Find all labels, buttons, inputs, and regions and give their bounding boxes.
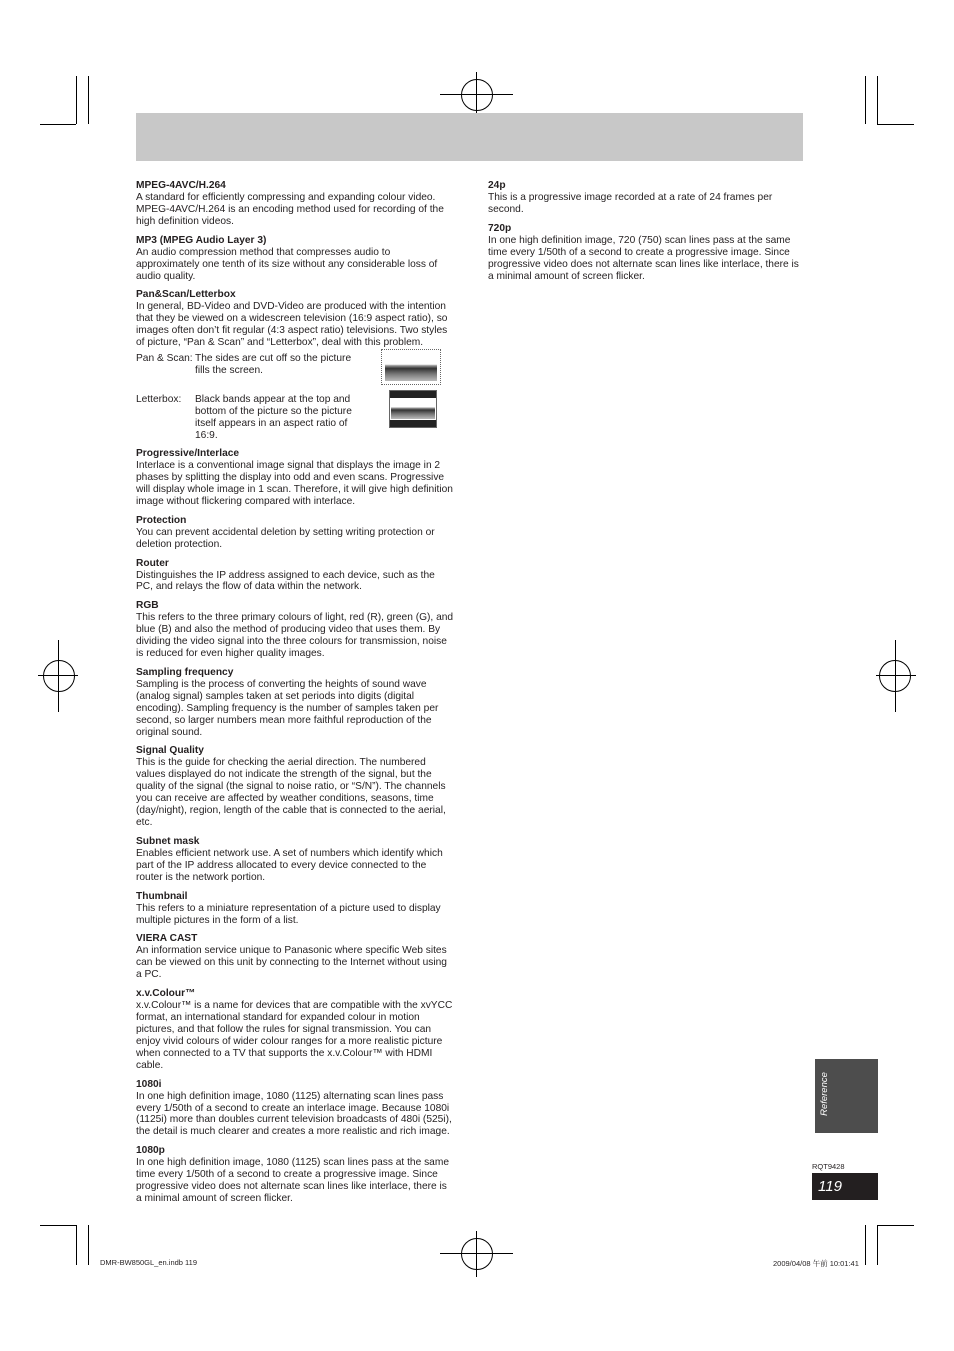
letterbox-label: Letterbox: (136, 394, 182, 406)
crop-mark (58, 640, 59, 712)
crop-mark (476, 1231, 477, 1277)
term-body: Distinguishes the IP address assigned to each device, such as the PC, and relays the flow of data within the network. (136, 569, 435, 593)
term-body: In one high definition image, 1080 (1125) alternating scan lines pass every 1/50th of a second to create an interlace image. Because 1080i (1125i) more than doubles current television broadcasts of 480i (525i), the detail is much clearer and creates a more realistic and rich image. (136, 1090, 452, 1138)
crop-mark (877, 76, 878, 124)
right-column (488, 180, 806, 289)
term-body: An audio compression method that compresses audio to approximately one tenth of its size without any considerable loss of audio quality. (136, 246, 438, 282)
glossary-term (136, 1079, 454, 1139)
term-body: Sampling is the process of converting the heights of sound wave (analog signal) samples taken at set periods into digits (digital encoding). Sampling frequency is the number of samples taken per second, so larger numbers mean more faithful reproduction of the original sound. (136, 678, 439, 738)
glossary-term (136, 891, 454, 927)
term-title: Pan&Scan/Letterbox (136, 289, 236, 301)
term-title: VIERA CAST (136, 933, 198, 945)
glossary-term (136, 745, 454, 828)
crop-mark (76, 76, 77, 124)
panscan-row (136, 353, 454, 394)
crop-mark (877, 124, 914, 125)
term-body: In general, BD-Video and DVD-Video are produced with the intention that they be viewed on a widescreen television (16:9 aspect ratio), so images often don’t fit regular (4:3 aspect ratio) televisions. Two styles of picture, “Pan & Scan” and “Letterbox”, deal with this problem. (136, 301, 448, 349)
term-body: x.v.Colour™ is a name for devices that are compatible with the xvYCC format, an international standard for expanded colour in motion pictures, and that follow the rules for signal transmission. You can enjoy vivid colours of wider colour ranges for a more realistic picture when connected to a TV that supports the x.v.Colour™ with HDMI cable. (136, 1000, 453, 1071)
print-slug-file: DMR-BW850GL_en.indb 119 (100, 1258, 197, 1267)
crop-mark (40, 124, 76, 125)
crop-mark (40, 1225, 76, 1226)
term-title: Subnet mask (136, 835, 200, 847)
glossary-term (136, 600, 454, 660)
panscan-text: The sides are cut off so the picture fills the screen. (195, 353, 352, 376)
term-title: MPEG-4AVC/H.264 (136, 180, 226, 191)
panscan-label: Pan & Scan: (136, 353, 193, 365)
glossary-term (136, 1145, 454, 1205)
term-title: 24p (488, 180, 506, 191)
registration-mark (461, 79, 493, 111)
crop-mark (476, 72, 477, 118)
term-body: You can prevent accidental deletion by setting writing protection or deletion protection. (136, 526, 435, 550)
glossary-term (136, 836, 454, 884)
crop-mark (76, 1225, 77, 1265)
letterbox-illustration (389, 390, 437, 428)
registration-mark (43, 660, 75, 692)
term-title: Protection (136, 514, 187, 526)
registration-mark (461, 1238, 493, 1270)
term-title: 720p (488, 222, 512, 234)
term-title: x.v.Colour™ (136, 988, 196, 1000)
term-title: Sampling frequency (136, 666, 234, 678)
glossary-term (488, 223, 806, 283)
glossary-term (136, 558, 454, 594)
glossary-term (136, 933, 454, 981)
term-title: Router (136, 557, 169, 569)
glossary-term (488, 180, 806, 216)
term-title: 1080p (136, 1145, 165, 1157)
term-body: This is a progressive image recorded at a rate of 24 frames per second. (488, 192, 773, 215)
term-title: Progressive/Interlace (136, 448, 240, 460)
crop-mark (88, 1225, 89, 1265)
section-tab (815, 1059, 878, 1133)
term-body: This is the guide for checking the aerial direction. The numbered values displayed do not indicate the strength of the signal, but the quality of the signal (the signal to noise ratio, or “S/N”). The channels you can receive are affected by weather conditions, seasons, time (day/night), region, length of the cable that is connected to the aerial, etc. (136, 757, 446, 828)
term-body: Interlace is a conventional image signal that displays the image in 2 phases by splitting the display into odd and even scans. Progressive will display whole image in 1 scan. Therefore, it will give high definition image without flickering compared with interlace. (136, 460, 453, 507)
glossary-term (136, 515, 454, 551)
panscan-illustration (381, 349, 441, 385)
term-title: 1080i (136, 1078, 162, 1090)
crop-mark (876, 675, 916, 676)
term-body: This refers to the three primary colours of light, red (R), green (G), and blue (B) and also the method of producing video that uses them. By dividing the video signal into the three colours for transmission, noise is reduced for even higher quality images. (136, 612, 454, 660)
glossary-term (136, 180, 454, 228)
glossary-term (136, 448, 454, 508)
model-code: RQT9428 (812, 1162, 845, 1171)
letterbox-row (136, 394, 454, 448)
glossary-term (136, 988, 454, 1071)
glossary-term (136, 235, 454, 283)
crop-mark (877, 1225, 878, 1265)
term-body: In one high definition image, 1080 (1125) scan lines pass at the same time every 1/50th of a second to create a progressive image. Since progressive video does not alternate scan lines like interlace, there is a minimal amount of screen flicker. (136, 1157, 449, 1204)
term-body: In one high definition image, 720 (750) scan lines pass at the same time every 1/50th of a second to create a progressive image. Since progressive video does not alternate scan lines like interlace, there is a minimal amount of screen flicker. (488, 234, 799, 282)
term-title: Signal Quality (136, 745, 204, 757)
page-number: 119 (812, 1173, 878, 1200)
term-title: MP3 (MPEG Audio Layer 3) (136, 234, 267, 246)
term-title: Thumbnail (136, 890, 188, 902)
term-body: This refers to a miniature representation of a picture used to display multiple pictures in the form of a list. (136, 902, 441, 926)
letterbox-text: Black bands appear at the top and bottom of the picture so the picture itself appears in an aspect ratio of 16:9. (195, 394, 352, 441)
term-title: RGB (136, 600, 159, 612)
crop-mark (88, 76, 89, 124)
term-body: A standard for efficiently compressing and expanding colour video. MPEG-4AVC/H.264 is an encoding method used for recording of the high definition videos. (136, 192, 444, 227)
crop-mark (877, 1225, 914, 1226)
print-slug-date: 2009/04/08 午前 10:01:41 (773, 1259, 859, 1268)
term-body: An information service unique to Panasonic where specific Web sites can be viewed on this unit by connecting to the Internet without using a PC. (136, 945, 447, 981)
crop-mark (865, 76, 866, 124)
crop-mark (865, 1225, 866, 1265)
header-band (136, 113, 803, 161)
glossary-term (136, 289, 454, 349)
glossary-term (136, 667, 454, 739)
left-column (136, 180, 454, 1212)
term-body: Enables efficient network use. A set of numbers which identify which part of the IP address allocated to every device connected to the router is the network portion. (136, 847, 443, 883)
section-tab-label: Reference (819, 1072, 830, 1116)
crop-mark (895, 640, 896, 712)
